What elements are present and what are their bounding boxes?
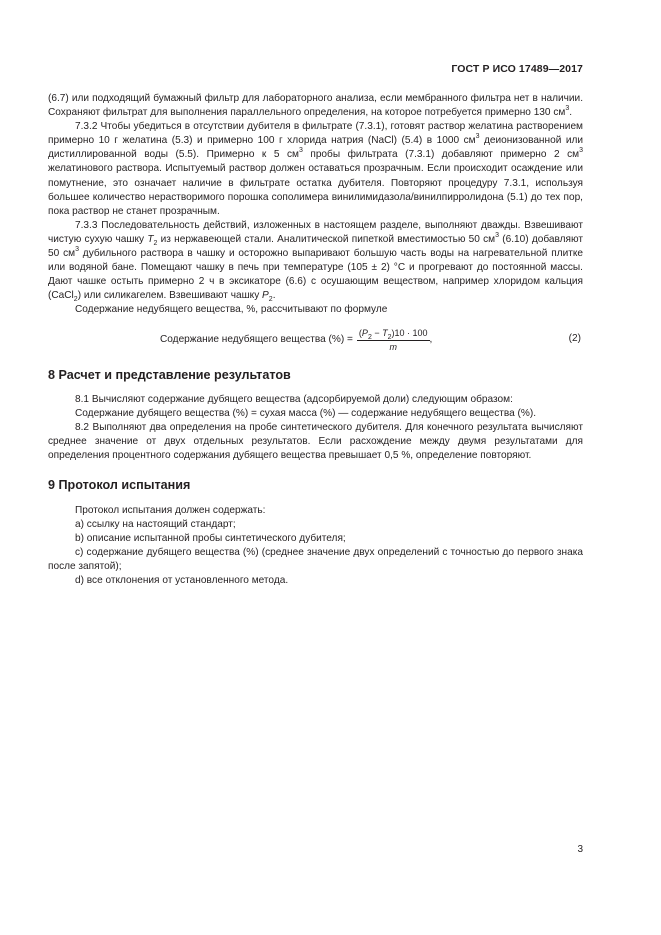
formula-number: (2) <box>568 332 581 344</box>
paragraph-formula-intro: Содержание недубящего вещества, %, рассчитывают по формуле <box>75 304 388 316</box>
section-9-title: 9 Протокол испытания <box>48 477 191 492</box>
paragraph-7-3-3: 7.3.3 Последовательность действий, изложенных в настоящем разделе, выполняют дважды. Взвешивают чистую сухую чашку $T_2$ из нержавеющей стали. Аналитической пипеткой вместимостью 50 $см^3$ (6.10) добавляют 50 $см^3$ дубильного раствора в чашку и осторожно выпаривают большую часть воды на нагревательной плитке или водяной бане. Помещают чашку в печь при температуре (105 ± 2) °С и прогревают до постоянной массы. Дают чашке остыть примерно 2 ч в эксикаторе (6.6) с осушающим веществом, например хлоридом кальция (CaCl$_2$) или силикагелем. Взвешивают чашку $P_2$. <box>48 219 583 304</box>
paragraph-8-1: 8.1 Вычисляют содержание дубящего вещества (адсорбируемой доли) следующим образом: <box>75 393 513 405</box>
formula-denominator: m <box>389 341 397 352</box>
formula-2 <box>48 324 583 354</box>
paragraph-7-3-2: 7.3.2 Чтобы убедиться в отсутствии дубителя в фильтрате (7.3.1), готовят раствор желатина растворением примерно 10 г желатина (5.3) и примерно 100 г хлорида натрия (NaCl) (5.4) в 1000 $см^3$ деионизованной или дистиллированной воды (5.5). Примерно к 5 $см^3$ пробы фильтрата (7.3.1) добавляют примерно 2 $см^3$ желатинового раствора. Испытуемый раствор должен оставаться прозрачным. Если происходит осаждение или помутнение, это означает наличие в фильтрате остатка дубителя. Повторяют процедуру 7.3.1, используя большее количество нерастворимого порошка сополимера винилимидазола/винилпирролидона (5.1) до тех пор, пока раствор не станет прозрачным. <box>48 121 583 217</box>
section-8-title: 8 Расчет и представление результатов <box>48 367 291 382</box>
list-item: d) все отклонения от установленного метода. <box>75 575 289 587</box>
formula-tail: , <box>429 333 433 345</box>
list-item: c) содержание дубящего вещества (%) (среднее значение двух определений с точностью до первого знака после запятой); <box>48 547 583 573</box>
paragraph-filter-continuation: (6.7) или подходящий бумажный фильтр для лабораторного анализа, если мембранного фильтра нет в наличии. Сохраняют фильтрат для выполнения параллельного определения, на которое потребуется примерно 130 $см^3$. <box>48 93 583 119</box>
list-item: a) ссылку на настоящий стандарт; <box>75 519 236 531</box>
formula-lhs: Содержание недубящего вещества (%) = <box>160 333 353 345</box>
paragraph-8-1-formula: Содержание дубящего вещества (%) = сухая масса (%) — содержание недубящего вещества (%). <box>75 407 537 419</box>
document-body <box>48 92 583 589</box>
paragraph-8-2: 8.2 Выполняют два определения на пробе синтетического дубителя. Для конечного результата вычисляют среднее значение от двух отдельных результатов. Если расхождение между двумя результатами для определения процентного содержания дубящего вещества превышает 0,5 %, определение повторяют. <box>48 421 583 461</box>
formula-fraction <box>357 328 430 353</box>
document-header: ГОСТ Р ИСО 17489—2017 <box>451 63 583 75</box>
list-item: b) описание испытанной пробы синтетического дубителя; <box>75 533 346 545</box>
page-number: 3 <box>577 844 583 855</box>
paragraph-9-intro: Протокол испытания должен содержать: <box>75 504 266 516</box>
formula-expression <box>160 328 432 353</box>
formula-numerator: $(P_2 - T_2)10 \cdot 100$ <box>358 327 428 341</box>
